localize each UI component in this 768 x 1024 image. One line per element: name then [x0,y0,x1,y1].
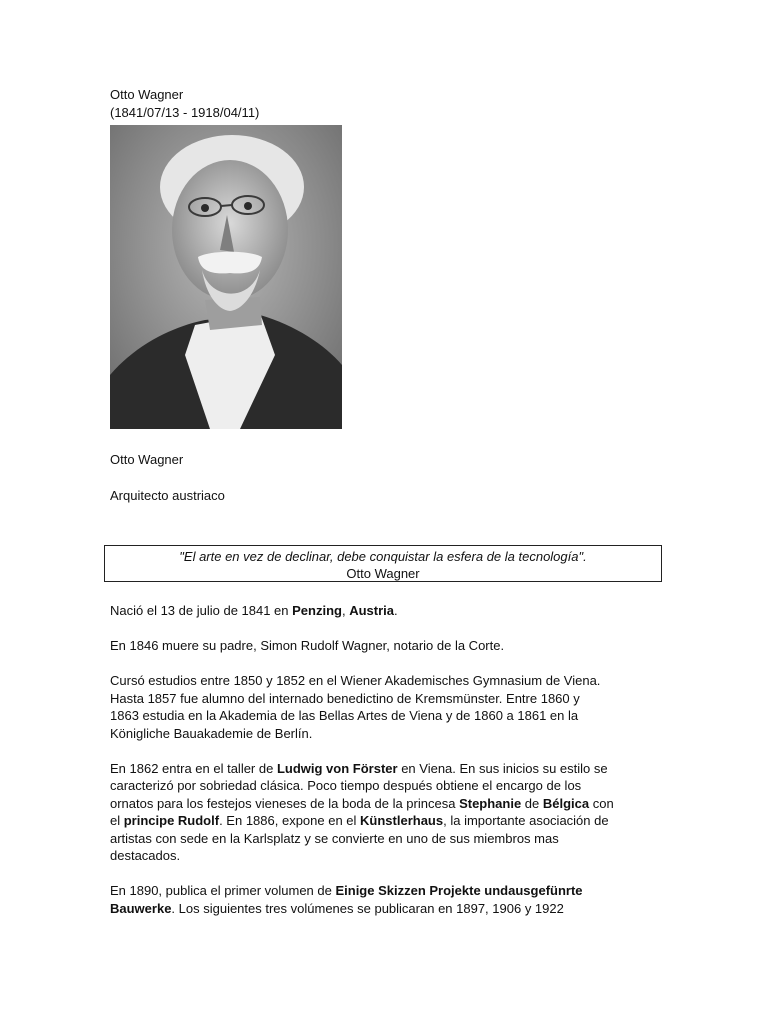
quote-author: Otto Wagner [346,566,420,581]
quote-box [104,545,662,582]
book-title: Einige Skizzen Projekte undausgefünrte [335,883,583,898]
text-line [110,760,670,778]
text-line: Hasta 1857 fue alumno del internado benedictino de Kremsmünster. Entre 1860 y [110,690,580,706]
text-segment: En 1890, publica el primer volumen de [110,883,336,898]
place-austria: Austria [349,603,395,618]
portrait-photo [110,125,342,429]
text-line: caracterizó por sobriedad clásica. Poco tiempo después obtiene el encargo de los [110,778,582,793]
header-name: Otto Wagner [110,87,184,102]
caption-name: Otto Wagner [110,452,184,467]
text-segment: Nació el 13 de julio de 1841 en [110,603,293,618]
paragraph-studies [110,672,670,742]
person-stephanie: Stephanie [459,795,522,811]
text-segment: ornatos para los festejos vieneses de la boda de la princesa [110,795,460,811]
text-segment: con [589,795,614,811]
quote-text: "El arte en vez de declinar, debe conquistar la esfera de la tecnología". [179,549,587,564]
text-line: 1863 estudia en la Akademia de las Bellas Artes de Viena y de 1860 a 1861 en la [110,708,579,723]
text-segment: En 1862 entra en el taller de [110,760,277,776]
text-line [110,812,670,830]
text-line: Königliche Bauakademie de Berlín. [110,725,313,741]
text-segment: de [521,795,543,811]
place-belgica: Bélgica [542,795,590,811]
paragraph-publications [110,882,670,917]
text-line: artistas con sede en la Karlsplatz y se convierte en uno de sus miembros mas [110,830,559,846]
text-segment: . [394,603,398,618]
caption-role: Arquitecto austriaco [110,487,225,503]
person-forster: Ludwig von Förster [276,760,398,776]
text-line: destacados. [110,848,181,863]
org-kunstlerhaus: Künstlerhaus [360,813,444,828]
text-line [110,900,670,918]
text-segment: , [341,603,350,618]
text-segment: en Viena. En sus inicios su estilo se [397,760,608,776]
place-penzing: Penzing [292,603,342,618]
text-line [110,795,670,813]
text-segment: . En 1886, expone en el [219,813,361,828]
biography-text [110,602,670,935]
text-segment: , la importante asociación de [443,813,609,828]
book-title: Bauwerke [110,900,172,916]
text-line: Cursó estudios entre 1850 y 1852 en el Wiener Akademisches Gymnasium de Viena. [110,673,601,688]
paragraph-birth [110,602,670,620]
document-header [110,86,670,504]
paragraph-father: En 1846 muere su padre, Simon Rudolf Wagner, notario de la Corte. [110,638,505,653]
text-line [110,882,670,900]
person-rudolf: principe Rudolf [123,813,220,828]
text-segment: . Los siguientes tres volúmenes se publicaran en 1897, 1906 y 1922 [171,900,564,916]
paragraph-career [110,760,670,865]
text-segment: el [110,813,124,828]
header-dates: (1841/07/13 - 1918/04/11) [110,104,260,120]
